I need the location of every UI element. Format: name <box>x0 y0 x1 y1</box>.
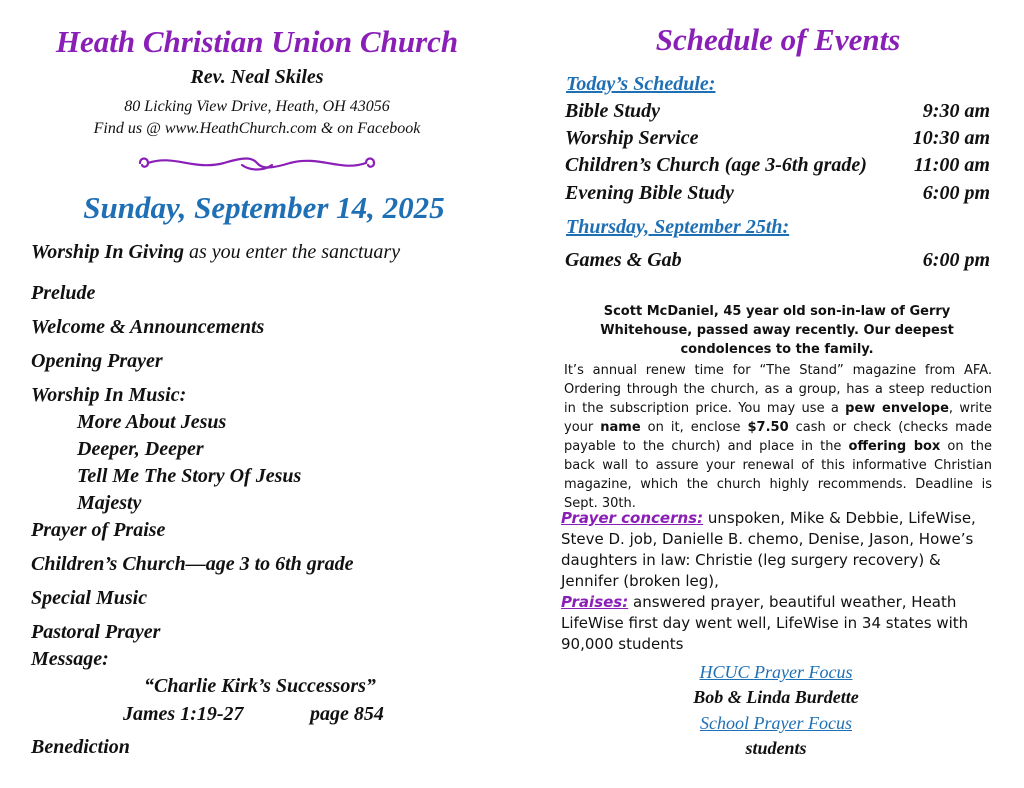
hcuc-prayer-focus-label: HCUC Prayer Focus <box>699 662 853 682</box>
magazine-notice: It’s annual renew time for “The Stand” magazine from AFA. Ordering through the church, as a group, has a steep reduction in the subscription price. You may use a pew envelope, write your name on it, enclose $7.50 cash or check (checks made payable to the church) and place in the offering box on the back wall to assure your renewal of this informative Christian magazine, which the church highly recommends. Deadline is Sept. 30th. <box>564 363 993 511</box>
song-item: Tell Me The Story Of Jesus <box>77 465 302 487</box>
event-time: 10:30 am <box>912 127 990 149</box>
pastor-name: Rev. Neal Skiles <box>190 66 324 88</box>
order-item-worship-music: Worship In Music: <box>31 384 187 406</box>
bible-page: page 854 <box>310 703 384 725</box>
hcuc-prayer-focus: Bob & Linda Burdette <box>693 687 859 707</box>
event-name: Evening Bible Study <box>565 182 734 204</box>
service-date: Sunday, September 14, 2025 <box>83 190 445 225</box>
order-item-special-music: Special Music <box>31 587 148 609</box>
school-prayer-focus-label: School Prayer Focus <box>700 713 852 733</box>
school-prayer-focus: students <box>745 738 807 758</box>
order-item-message: Message: <box>31 648 109 670</box>
order-item-pastoral-prayer: Pastoral Prayer <box>31 621 161 643</box>
praises-text: answered prayer, beautiful weather, Heath LifeWise first day went well, LifeWise in 34 states with 90,000 students <box>561 593 969 653</box>
event-time: 6:00 pm <box>922 249 990 271</box>
praises-label: Praises: <box>561 593 629 611</box>
event-name: Games & Gab <box>565 249 682 271</box>
order-item-benediction: Benediction <box>31 736 130 758</box>
order-item-prelude: Prelude <box>31 282 96 304</box>
worship-in-giving <box>31 241 400 264</box>
prayer-concerns <box>561 508 995 655</box>
event-name: Bible Study <box>565 100 661 122</box>
thursday-label: Thursday, September 25th: <box>566 216 790 238</box>
order-item-welcome: Welcome & Announcements <box>31 316 265 338</box>
order-item-prayer-of-praise: Prayer of Praise <box>31 519 166 541</box>
scripture-reference: James 1:19-27 <box>123 703 244 725</box>
order-item-childrens-church: Children’s Church—age 3 to 6th grade <box>31 553 354 575</box>
schedule-heading: Schedule of Events <box>655 22 901 57</box>
sermon-title: “Charlie Kirk’s Successors” <box>144 675 376 697</box>
song-item: More About Jesus <box>77 411 227 433</box>
flourish-ornament <box>134 152 380 174</box>
prayer-concerns-text: unspoken, Mike & Debbie, LifeWise, Steve D. job, Danielle B. chemo, Denise, Jason, Howe’s daughters in law: Christie (leg surgery recovery) & Jennifer (broken leg), <box>561 509 976 590</box>
church-address: 80 Licking View Drive, Heath, OH 43056 <box>124 98 390 115</box>
song-item: Majesty <box>77 492 142 514</box>
find-us-line: Find us @ www.HeathChurch.com & on Facebook <box>93 120 421 137</box>
todays-schedule-label: Today’s Schedule: <box>566 73 716 95</box>
event-name: Worship Service <box>565 127 699 149</box>
event-time: 9:30 am <box>922 100 990 122</box>
event-time: 6:00 pm <box>922 182 990 204</box>
event-name: Children’s Church (age 3-6th grade) <box>565 154 867 176</box>
condolence-notice: Scott McDaniel, 45 year old son-in-law of Gerry Whitehouse, passed away recently. Our deepest condolences to the family. <box>600 304 954 357</box>
church-name: Heath Christian Union Church <box>55 24 459 59</box>
worship-in-giving-text: as you enter the sanctuary <box>184 241 401 263</box>
event-time: 11:00 am <box>913 154 990 176</box>
worship-in-giving-label: Worship In Giving <box>31 241 185 263</box>
order-item-opening-prayer: Opening Prayer <box>31 350 163 372</box>
song-item: Deeper, Deeper <box>77 438 204 460</box>
prayer-concerns-label: Prayer concerns: <box>561 509 704 527</box>
